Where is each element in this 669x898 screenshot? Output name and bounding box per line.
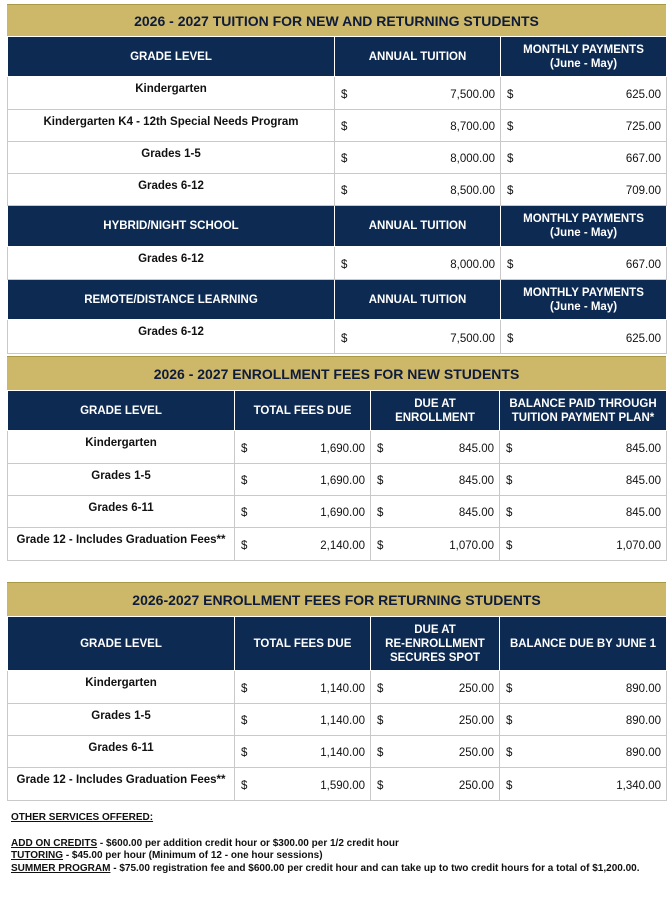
balance-cell: $ 845.00	[500, 431, 667, 464]
row-label: Grades 1-5	[8, 142, 335, 174]
returning-fees-header-row	[8, 617, 667, 671]
returning-fees-section	[7, 582, 666, 801]
tuition-table	[7, 36, 667, 354]
note-summer-program: SUMMER PROGRAM - $75.00 registration fee and $600.00 per credit hour and can take up to two credit hours for a total of $1,200.00.	[11, 862, 640, 874]
monthly-payments-header: MONTHLY PAYMENTS (June - May)	[501, 280, 667, 320]
new-fees-section	[7, 356, 666, 561]
row-label: Kindergarten	[8, 77, 335, 110]
table-row	[8, 320, 667, 354]
grade-level-header: GRADE LEVEL	[8, 37, 335, 77]
annual-tuition-header: ANNUAL TUITION	[335, 37, 501, 77]
annual-tuition-header: ANNUAL TUITION	[335, 206, 501, 247]
monthly-cell: $ 625.00	[501, 320, 667, 354]
row-label: Grades 1-5	[8, 704, 235, 736]
row-label: Grades 1-5	[8, 464, 235, 496]
note-tutoring: TUTORING - $45.00 per hour (Minimum of 12 - one hour sessions)	[11, 850, 323, 861]
hybrid-header-row	[8, 206, 667, 247]
due-at-enrollment-header: DUE AT ENROLLMENT	[371, 391, 500, 431]
table-row	[8, 464, 667, 496]
table-row	[8, 174, 667, 206]
monthly-cell: $ 725.00	[501, 110, 667, 142]
monthly-cell: $ 667.00	[501, 247, 667, 280]
annual-cell: $ 8,000.00	[335, 247, 501, 280]
tuition-section	[7, 4, 666, 354]
tuition-title: 2026 - 2027 TUITION FOR NEW AND RETURNING STUDENTS	[7, 4, 666, 36]
grade-level-header: GRADE LEVEL	[8, 617, 235, 671]
annual-cell: $ 7,500.00	[335, 320, 501, 354]
annual-cell: $ 8,700.00	[335, 110, 501, 142]
total-cell: $ 1,690.00	[235, 431, 371, 464]
table-row	[8, 77, 667, 110]
returning-fees-table	[7, 616, 667, 801]
due-cell: $ 1,070.00	[371, 528, 500, 561]
monthly-cell: $ 625.00	[501, 77, 667, 110]
annual-tuition-header: ANNUAL TUITION	[335, 280, 501, 320]
table-row	[8, 704, 667, 736]
table-row	[8, 671, 667, 704]
total-cell: $ 2,140.00	[235, 528, 371, 561]
other-services-notes	[11, 812, 661, 875]
note-add-on-credits: ADD ON CREDITS - $600.00 per addition credit hour or $300.00 per 1/2 credit hour	[11, 837, 399, 849]
total-cell: $ 1,590.00	[235, 768, 371, 801]
balance-cell: $ 1,070.00	[500, 528, 667, 561]
total-cell: $ 1,140.00	[235, 704, 371, 736]
monthly-cell: $ 667.00	[501, 142, 667, 174]
tuition-header-row	[8, 37, 667, 77]
row-label: Kindergarten	[8, 431, 235, 464]
hybrid-header: HYBRID/NIGHT SCHOOL	[8, 206, 335, 247]
table-row	[8, 247, 667, 280]
grade-level-header: GRADE LEVEL	[8, 391, 235, 431]
table-row	[8, 528, 667, 561]
row-label: Kindergarten K4 - 12th Special Needs Program	[8, 110, 335, 142]
total-fees-header: TOTAL FEES DUE	[235, 617, 371, 671]
monthly-cell: $ 709.00	[501, 174, 667, 206]
row-label: Grades 6-11	[8, 736, 235, 768]
row-label: Kindergarten	[8, 671, 235, 704]
new-fees-header-row	[8, 391, 667, 431]
total-cell: $ 1,690.00	[235, 464, 371, 496]
annual-cell: $ 7,500.00	[335, 77, 501, 110]
balance-cell: $ 890.00	[500, 704, 667, 736]
due-cell: $ 250.00	[371, 704, 500, 736]
annual-cell: $ 8,500.00	[335, 174, 501, 206]
monthly-payments-header: MONTHLY PAYMENTS (June - May)	[501, 37, 667, 77]
row-label: Grades 6-12	[8, 174, 335, 206]
balance-header: BALANCE PAID THROUGH TUITION PAYMENT PLAN*	[500, 391, 667, 431]
row-label: Grades 6-11	[8, 496, 235, 528]
balance-cell: $ 1,340.00	[500, 768, 667, 801]
total-fees-header: TOTAL FEES DUE	[235, 391, 371, 431]
remote-header: REMOTE/DISTANCE LEARNING	[8, 280, 335, 320]
total-cell: $ 1,140.00	[235, 736, 371, 768]
balance-cell: $ 890.00	[500, 736, 667, 768]
balance-due-header: BALANCE DUE BY JUNE 1	[500, 617, 667, 671]
balance-cell: $ 890.00	[500, 671, 667, 704]
due-cell: $ 845.00	[371, 431, 500, 464]
row-label: Grade 12 - Includes Graduation Fees**	[8, 768, 235, 801]
annual-cell: $ 8,000.00	[335, 142, 501, 174]
due-cell: $ 845.00	[371, 464, 500, 496]
balance-cell: $ 845.00	[500, 496, 667, 528]
table-row	[8, 736, 667, 768]
due-cell: $ 250.00	[371, 768, 500, 801]
row-label: Grade 12 - Includes Graduation Fees**	[8, 528, 235, 561]
due-cell: $ 250.00	[371, 736, 500, 768]
table-row	[8, 431, 667, 464]
total-cell: $ 1,690.00	[235, 496, 371, 528]
new-fees-table	[7, 390, 667, 561]
notes-heading: OTHER SERVICES OFFERED:	[11, 812, 154, 823]
monthly-payments-header: MONTHLY PAYMENTS (June - May)	[501, 206, 667, 247]
due-cell: $ 845.00	[371, 496, 500, 528]
table-row	[8, 496, 667, 528]
row-label: Grades 6-12	[8, 247, 335, 280]
new-fees-title: 2026 - 2027 ENROLLMENT FEES FOR NEW STUDENTS	[7, 356, 666, 390]
table-row	[8, 768, 667, 801]
due-cell: $ 250.00	[371, 671, 500, 704]
remote-header-row	[8, 280, 667, 320]
balance-cell: $ 845.00	[500, 464, 667, 496]
table-row	[8, 142, 667, 174]
row-label: Grades 6-12	[8, 320, 335, 354]
due-at-re-enrollment-header: DUE AT RE-ENROLLMENT SECURES SPOT	[371, 617, 500, 671]
table-row	[8, 110, 667, 142]
returning-fees-title: 2026-2027 ENROLLMENT FEES FOR RETURNING STUDENTS	[7, 582, 666, 616]
total-cell: $ 1,140.00	[235, 671, 371, 704]
